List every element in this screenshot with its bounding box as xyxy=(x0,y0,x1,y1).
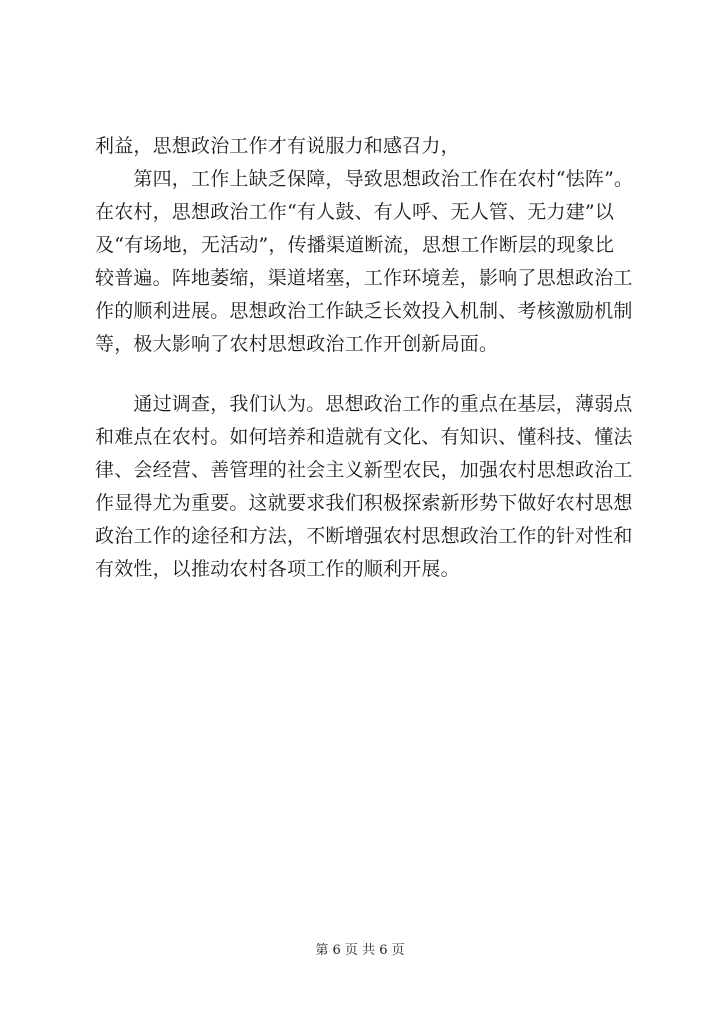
text-line: 政治工作的途径和方法，不断增强农村思想政治工作的针对性和 xyxy=(95,525,633,547)
text-line: 利益，思想政治工作才有说服力和感召力， xyxy=(95,135,460,157)
text-line: 在农村，思想政治工作“有人鼓、有人呼、无人管、无力建”以 xyxy=(95,201,615,223)
text-line: 通过调查，我们认为。思想政治工作的重点在基层，薄弱点 xyxy=(95,393,633,415)
paragraph-group-2 xyxy=(95,388,635,586)
text-line: 律、会经营、善管理的社会主义新型农民，加强农村思想政治工 xyxy=(95,459,633,481)
text-line: 作显得尤为重要。这就要求我们积极探索新形势下做好农村思想 xyxy=(95,492,633,514)
text-line: 作的顺利进展。思想政治工作缺乏长效投入机制、考核激励机制 xyxy=(95,300,633,322)
page-footer xyxy=(0,939,720,958)
text-line: 及“有场地，无活动”，传播渠道断流，思想工作断层的现象比 xyxy=(95,234,615,256)
text-line: 第四，工作上缺乏保障，导致思想政治工作在农村“怯阵”。 xyxy=(95,168,634,190)
text-line: 较普遍。阵地萎缩，渠道堵塞，工作环境差，影响了思想政治工 xyxy=(95,267,633,289)
text-line: 和难点在农村。如何培养和造就有文化、有知识、懂科技、懂法 xyxy=(95,426,633,448)
page-number: 第 6 页 共 6 页 xyxy=(315,943,405,958)
text-line: 等，极大影响了农村思想政治工作开创新局面。 xyxy=(95,333,499,355)
text-line: 有效性，以推动农村各项工作的顺利开展。 xyxy=(95,558,460,580)
paragraph-group-1 xyxy=(95,130,635,361)
